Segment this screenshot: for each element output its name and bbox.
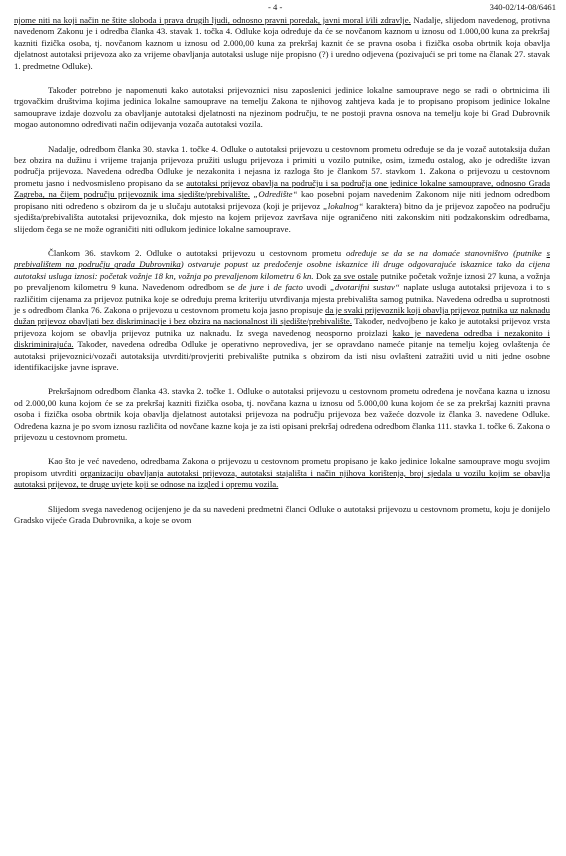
paragraph-4 [14,248,550,373]
text-segment: Nadalje, odredbom članka 30. stavka 1. točke 4. Odluke o autotaksi prijevozu u cestovnom prometu određuje se da je vozač autotaksija dužan bez obzira na dužinu i vrijeme trajanja prijevoza pružiti uslugu prijevoza i primiti u vozilo putnike, osim, između ostalog, ako je odredište izvan područja prijevoza. Navedena odredba Odluke je nezakonita i nejasna iz razloga što je člankom 57. stavkom 1. Zakona o prijevozu u cestovnom prometu jasno i nedvosmisleno propisano da se [14,143,550,188]
text-segment: naplate usluga autotaksi prijevoza i to s različitim cijenama za prijevoz putnika koje se određuju prema kriteriju utvrđivanja mjesta prebivališta samog putnika. Navedena odredba u suprotnosti je s odredbom članka 76. Zakona o prijevozu u cestovnom prometu koja jasno propisuje [14,282,551,315]
page-number: - 4 - [268,2,283,12]
text-segment: i [263,282,274,293]
text-segment: Nadalje, slijedom navedenog, protivna navedenom Zakonu je i odredba članka 43. stavak 1. točka 4. Odluke koja određuje da će se novčanom kaznom u iznosu od 1.000,00 kuna za prekršaj kazniti fizička osoba, tj. novčanom kaznom u iznosu od 2.000,00 kuna za prekršaj kaznit će se pravna osoba i fizička osoba obrtnik koja obavlja djelatnost autotaksi prijevoza ako za vrijeme obavljanja autotaksi usluge nije propisno (?) i uredno odjevena (pozivajući se pri tome na članak 27. stavak 1. predmetne Odluke). [14,15,550,71]
text-segment: da je svaki prijevoznik koji obavlja prijevoz putnika uz naknadu dužan prijevoz obavljati bez diskriminacije i bez obzira na nacionalnost ili sjedište/prebivalište. [14,304,550,327]
text-segment: karaktera) bitno da je prijevoz započeo na području sjedišta/prebivališta autotaksi prijevoznika, dok mjesto na kojem prijevoz završava nije ograničeno niti zakonskim niti podzakonskim odredbama, slijedom čega se ne može ograničiti niti odlukom jedinice lokalne samouprave. [14,200,550,234]
text-segment: „dvotarifni sustav“ [330,282,400,293]
text-segment: kao posebni pojam navedenim Zakonom nije niti jednom odredbom propisano niti određeno s obzirom da je u slučaju autotaksi prijevoza (koji je prijevoz [14,189,550,211]
paragraph-3 [14,144,550,235]
document-body [14,15,550,539]
text-segment: „lokalnog“ [323,200,364,211]
text-segment: autotaksi prijevoz obavlja na području i sa područja one jedinice lokalne samouprave, odnosno Grada Zagreba, na čijem području prijevoznik ima sjedište/prebivalište. [14,177,550,200]
text-segment: Člankom 36. stavkom 2. Odluke o autotaksi prijevozu u cestovnom prometu [48,247,346,258]
page-header [0,2,566,14]
text-segment: Dok [313,270,334,281]
text-segment: Kao što je već navedeno, odredbama Zakona o prijevozu u cestovnom prometu propisano je kako jedinice lokalne samouprave mogu svojim propisom utvrditi [14,456,550,478]
paragraph-7 [14,504,550,527]
paragraph-5 [14,386,550,443]
text-segment: de facto [273,282,303,293]
text-segment: organizaciju obavljanja autotaksi prijevoza, autotaksi stajališta i način njihova korištenja, broj sjedala u vozilu kojim se obavlja autotaksi prijevoz, te druge uvjete koji se odnose na izgled i opremu vozila. [14,467,550,490]
document-reference: 340-02/14-08/6461 [489,2,556,12]
text-segment: uvodi [302,282,331,293]
text-segment: određuje se da se na domaće stanovništvo (putnike [345,247,547,258]
text-segment: de jure [238,282,264,293]
paragraph-6 [14,456,550,490]
paragraph-1 [14,15,550,72]
text-segment: putnike početak vožnje iznosi 27 kuna, a vožnja po prevaljenom kilometru 9 kuna. Navedenom odredbom se [14,270,550,293]
text-segment: njome niti na koji način ne štite sloboda i prava drugih ljudi, odnosno pravni poredak, javni moral i/ili zdravlje. [14,15,411,25]
text-segment: „Odredište“ [253,189,298,200]
paragraph-2 [14,85,550,131]
text-segment: kako je navedena odredba i nezakonito i diskriminirajuća. [14,327,550,350]
text-segment: s prebivalištem na području grada Dubrovnika [14,247,550,270]
text-segment: Također, navedena odredba Odluke je operativno neprovediva, jer se opravdano nameće pitanje na temelju kojeg ovlaštenja će autotaksi prijevoznici/vozači autotaksija utvrditi/provjeriti prebivalište putnika s obzirom da isti nisu ovlašteni zatražiti uvid u niti jedne osobne identifikacijske javne isprave. [14,339,550,372]
text-segment: ) ostvaruje popust uz predočenje osobne iskaznice ili druge odgovarajuće iskaznice tako da cijena autotaksi usluga iznosi: početak vožnje 18 kn, vožnja po prevaljenom kilometru 6 kn. [14,259,551,281]
text-segment: za sve ostale [333,270,379,281]
text-segment: Slijedom svega navedenog ocijenjeno je da su navedeni predmetni članci Odluke o autotaksi prijevozu u cestovnom prometu, koju je donijelo Gradsko vijeće Grada Dubrovnika, a koje se ovom [14,503,550,526]
text-segment: Također potrebno je napomenuti kako autotaksi prijevoznici nisu zaposlenici jedinice lokalne samouprave nego se radi o obrtnicima ili trgovačkim društvima kojima jedinica lokalne samouprave na temelju Zakona te njihovog zahtjeva kada je to propisano propisom jedinice lokalne samouprave izdaje dozvolu za obavljanje autotaksi djelatnosti na njezinom području, te ne postoji pravna osnova na temelju koje bi Grad Dubrovnik mogao autonomno određivati način odijevanja vozača autotaksi vozila. [14,85,550,130]
text-segment: Prekršajnom odredbom članka 43. stavka 2. točke 1. Odluke o autotaksi prijevozu u cestovnom prometu određena je novčana kazna u iznosu od 2.000,00 kuna kojom će se za prekršaj kazniti fizička osoba, tj. novčana kazna u iznosu od 5.000,00 kuna kojom će se za prekršaj kazniti pravna osoba i fizička osoba obrtnik koja obavlja djelatnost autotaksi prijevoza na području prijevoza bez važeće dozvole iz članka 3. navedene Odluke. Određena kazna je po svom iznosu različita od novčane kazne koja je za isti opisani prekršaj određena odredbom članka 111. stavka 1. točke 6. Zakona o prijevozu u cestovnom prometu. [14,386,550,442]
text-segment: Također, nedvojbeno je kako je autotaksi prijevoz vrsta prijevoza kojom se obavlja prijevoz putnika uz naknadu. Iz svega navedenog neosporno proizlazi [14,316,550,338]
